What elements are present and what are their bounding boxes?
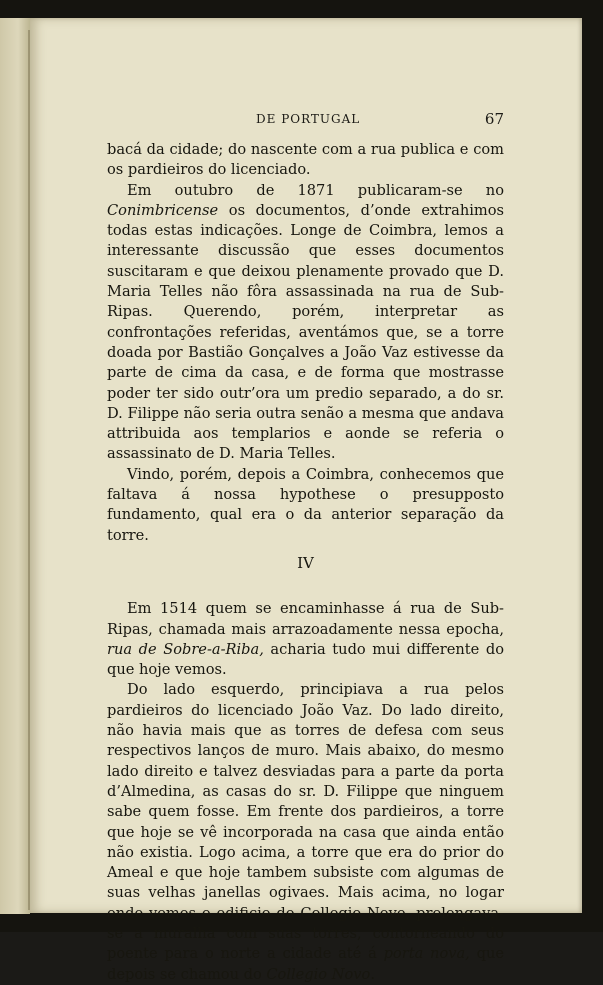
text-run: Em outubro de 1871 publicaram-se no bbox=[127, 181, 504, 199]
paragraph-hypothesis: Vindo, porém, depois a Coimbra, conhecemos que faltava á nossa hypothese o presupposto fundamento, qual era o da anterior separação da torre. bbox=[107, 465, 504, 544]
page-number: 67 bbox=[484, 110, 504, 128]
text-run: os documentos, d’onde extrahimos todas estas indicações. Longe de Coimbra, lemos a interessante discussão que esses documentos suscitaram e que deixou plenamente provado que D. Maria Telles não fôra assassinada na rua de Sub-Ripas. Querendo, porém, interpretar as confrontações referidas, aventámos que, se a torre doada por Bastião Gonçalves a João Vaz estivesse da parte de cima da casa, e de forma que mostrasse poder ter sido outr’ora um predio separado, a do sr. D. Filippe não seria outra senão a mesma que andava attribuida aos templarios e aonde se referia o assassinato de D. Maria Telles. bbox=[107, 201, 504, 463]
italic-title: Conimbricense bbox=[107, 201, 219, 219]
paragraph-conimbricense bbox=[107, 181, 504, 465]
running-head bbox=[78, 110, 508, 130]
text-run: acharia tudo mui differente do que hoje vemos. bbox=[107, 640, 504, 679]
italic-street-name: rua de Sobre-a-Riba, bbox=[107, 640, 264, 658]
text-run: que depois se chamou do bbox=[107, 945, 504, 983]
italic-gate-name: porta nova, bbox=[383, 945, 470, 963]
paragraph-1514 bbox=[107, 599, 504, 680]
book-gutter bbox=[28, 30, 30, 910]
running-title: DE PORTUGAL bbox=[256, 112, 361, 126]
section-heading: IV bbox=[297, 553, 314, 572]
previous-page-edge bbox=[0, 18, 30, 914]
text-run: Do lado esquerdo, principiava a rua pelos pardieiros do licenciado João Vaz. Do lado direito, não havia mais que as torres de defesa com seus respectivos lanços de muro. Mais abaixo, do mesmo lado direito e talvez desviadas para a parte da porta d’Almedina, as casas do sr. D. Filippe que ninguem sabe quem fosse. Em frente dos pardieiros, a torre que hoje se vê incorporada na casa que ainda então não existia. Logo acima, a torre que era do prior do Ameal e que hoje tambem subsiste com algumas de suas velhas janellas ogivaes. Mais acima, no logar onde vemos o edificio do Collegio Novo, prolongava-se a muralha com suas torres, contorneando do poente para o norte a cidade até á bbox=[107, 681, 504, 963]
body-text bbox=[107, 140, 504, 985]
paragraph-continuation: bacá da cidade; do nascente com a rua publica e com os pardieiros do licenciado. bbox=[107, 141, 504, 179]
paragraph-street-description bbox=[107, 680, 504, 984]
text-run: Em 1514 quem se encaminhasse á rua de Sub-Ripas, chamada mais arrazoadamente nessa epocha, bbox=[107, 600, 504, 638]
text-run: . bbox=[370, 965, 375, 983]
italic-college-name: Collegio Novo bbox=[266, 965, 371, 983]
